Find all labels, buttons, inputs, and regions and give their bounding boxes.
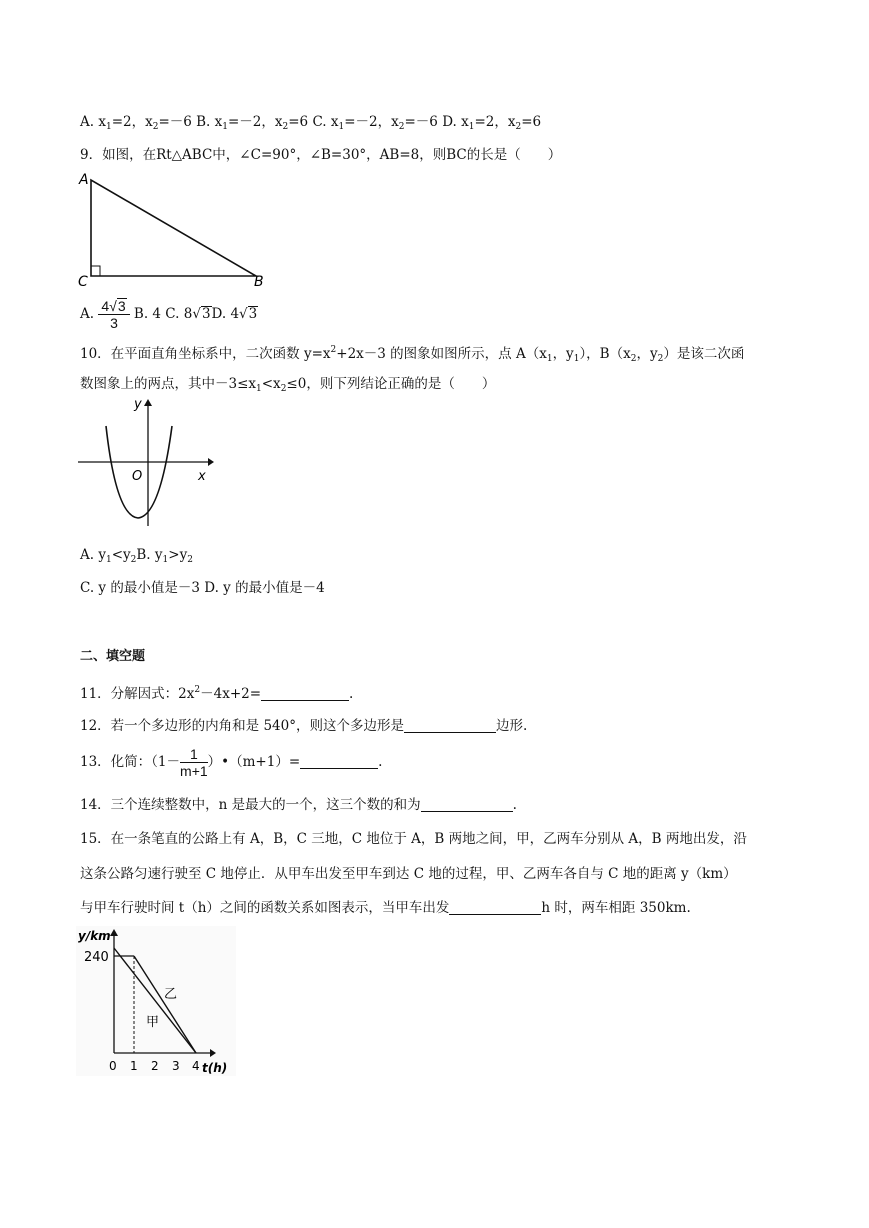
section-title: 二、填空题 [80,649,146,664]
answer-blank [404,718,496,733]
y-axis-label: y/km [78,929,111,943]
x-tick: 1 [130,1059,138,1073]
q13-fraction: $\frac{1}{m+1}$ [180,746,208,779]
series-label-yi: 乙 [164,987,178,1002]
q10-stem-line2: 数图象上的两点，其中$-3\le x_1<x_2\le 0$，则下列结论正确的是（ ） [80,376,496,394]
q15-distance-time-chart [76,926,236,1076]
answer-blank [421,797,513,812]
vertex-b-label: B [254,274,264,290]
y-axis-label: y [134,397,142,412]
origin-label: O [132,469,143,484]
answer-blank [300,754,378,769]
q11: 11．分解因式：$2x^2-4x+2=$ . [80,685,354,702]
q15-line1: 15．在一条笔直的公路上有 A，B，C 三地，C 地位于 A，B 两地之间，甲，乙两车分别从 A，B 两地出发，沿 [80,831,747,847]
series-label-jia: 甲 [146,1015,160,1030]
vertex-c-label: C [78,274,88,290]
q10-options-cd: C. y 的最小值是－3 D. y 的最小值是－4 [80,580,325,596]
x-tick: 3 [172,1059,180,1073]
q9-options: A. $\frac{4√3}{3}$ B. 4 C. 8√3D. 4√3 [80,298,258,331]
q15-line2: 这条公路匀速行驶至 C 地停止．从甲车出发至甲车到达 C 地的过程，甲、乙两车各自与 C 地的距离 y（km） [80,866,737,882]
q9-triangle-figure [76,170,276,290]
q13: 13．化简：（1－ $\frac{1}{m+1}$ ）•（m+1）= . [80,746,383,779]
q9-option-a-fraction: $\frac{4√3}{3}$ [98,298,129,331]
q10-parabola-figure [76,396,216,531]
x-tick: 0 [109,1059,117,1073]
q14: 14．三个连续整数中，n 是最大的一个，这三个数的和为 . [80,797,517,813]
vertex-a-label: A [79,172,89,188]
q15-line3: 与甲车行驶时间 t（h）之间的函数关系如图表示，当甲车出发 h 时，两车相距 350km. [80,900,691,916]
x-axis-label: t(h) [202,1061,228,1075]
x-axis-label: x [198,469,206,484]
q10-options-ab: A. $y_1<y_2B$. $y_1>y_2$ [80,547,193,565]
q12: 12．若一个多边形的内角和是 540°，则这个多边形是 边形. [80,718,528,734]
q10-stem-line1: 10．在平面直角坐标系中，二次函数 $y=x^2+2x-3$ 的图象如图所示，点 $A(x_1$，$y_1$），$B(x_2$，$y_2$）是该二次函 [80,345,745,364]
q9-stem: 9．如图，在Rt△ABC中，∠C=90°，∠B=30°，AB=8，则BC的长是（ ） [80,147,562,163]
answer-blank [449,900,541,915]
x-tick: 2 [151,1059,159,1073]
answer-blank [261,686,349,701]
y-tick-240: 240 [84,950,109,965]
q8-options: A. $x_1=2$，$x_2=-6$ B. $x_1=-2$，$x_2=6$ C. $x_1=-2$，$x_2=-6$ D. $x_1=2$，$x_2=6$ [80,114,542,132]
x-tick: 4 [192,1059,200,1073]
